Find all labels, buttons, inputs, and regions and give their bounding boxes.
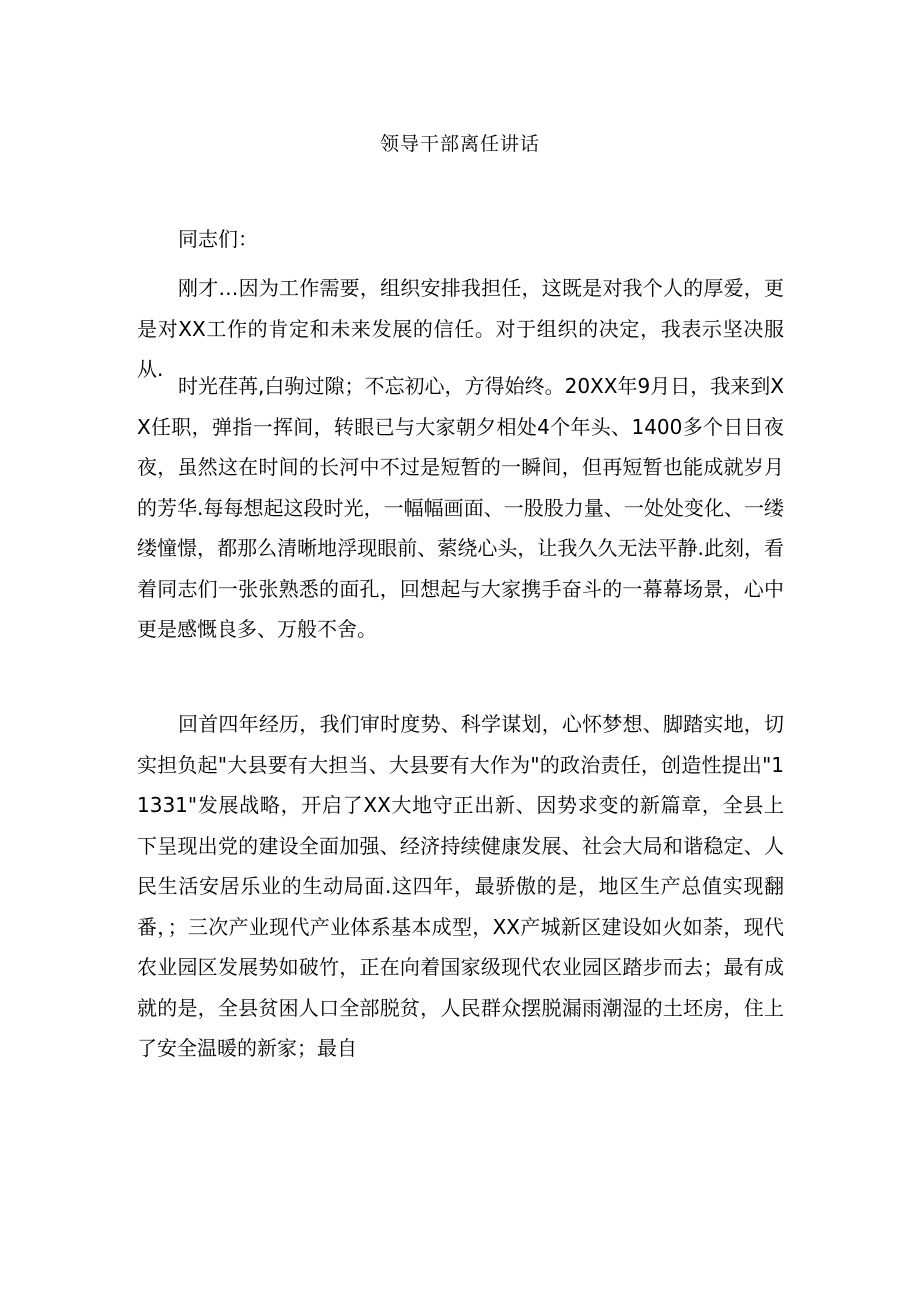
paragraph: 回首四年经历，我们审时度势、科学谋划，心怀梦想、脚踏实地，切实担负起"大县要有大担当、大县要有大作为"的政治责任，创造性提出"11331"发展战略，开启了XX大地守正出新、因势求变的新篇章，全县上下呈现出党的建设全面加强、经济持续健康发展、社会大局和谐稳定、人民生活安居乐业的生动局面.这四年，最骄傲的是，地区生产总值实现翻番，；三次产业现代产业体系基本成型，XX产城新区建设如火如荼，现代农业园区发展势如破竹，正在向着国家级现代农业园区踏步而去；最有成就的是，全县贫困人口全部脱贫，人民群众摆脱漏雨潮湿的土坯房，住上了安全温暖的新家；最自 xyxy=(137,712,784,1060)
greeting: 同志们： xyxy=(178,227,258,251)
paragraph: 刚才…因为工作需要，组织安排我担任，这既是对我个人的厚爱，更是对XX工作的肯定和未来发展的信任。对于组织的决定，我表示坚决服从. xyxy=(137,276,784,381)
paragraph: 时光荏苒,白驹过隙；不忘初心，方得始终。20XX年9月日，我来到XX任职，弹指一挥间，转眼已与大家朝夕相处4个年头、1400多个日日夜夜，虽然这在时间的长河中不过是短暂的一瞬间，但再短暂也能成就岁月的芳华.每每想起这段时光，一幅幅画面、一股股力量、一处处变化、一缕缕憧憬，都那么清晰地浮现眼前、萦绕心头，让我久久无法平静.此刻，看着同志们一张张熟悉的面孔，回想起与大家携手奋斗的一幕幕场景，心中更是感慨良多、万般不舍。 xyxy=(137,374,784,641)
document-title: 领导干部离任讲话 xyxy=(379,133,540,155)
